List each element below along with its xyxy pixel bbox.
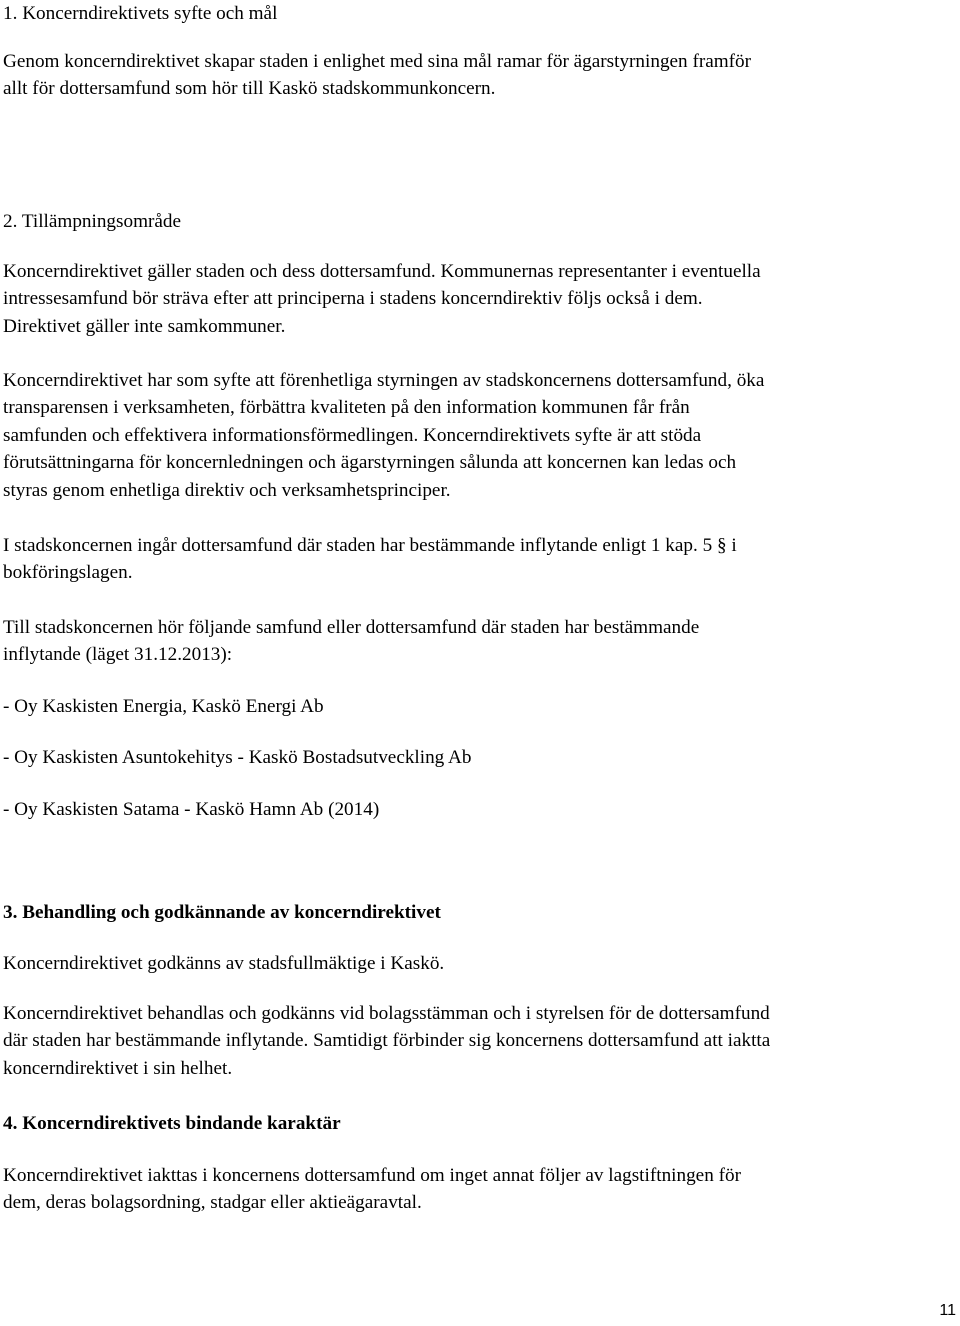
section-2-heading: 2. Tillämpningsområde	[3, 211, 182, 232]
list-item: - Oy Kaskisten Satama - Kaskö Hamn Ab (2014)	[3, 799, 380, 820]
list-item: - Oy Kaskisten Asuntokehitys - Kaskö Bostadsutveckling Ab	[3, 747, 472, 768]
text-line: Genom koncerndirektivet skapar staden i enlighet med sina mål ramar för ägarstyrningen framför	[3, 51, 752, 72]
text-line: styras genom enhetliga direktiv och verksamhetsprinciper.	[3, 479, 451, 501]
document-page	[3, 0, 955, 1326]
text-line: transparensen i verksamheten, förbättra kvaliteten på den information kommunen får från	[3, 397, 690, 419]
section-2-paragraph-4	[3, 614, 955, 669]
text-line: dem, deras bolagsordning, stadgar eller aktieägaravtal.	[3, 1192, 422, 1214]
text-line: allt för dottersamfund som hör till Kaskö stadskommunkoncern.	[3, 78, 496, 100]
text-line: inflytande (läget 31.12.2013):	[3, 644, 233, 666]
text-line: Koncerndirektivet iakttas i koncernens dottersamfund om inget annat följer av lagstiftningen för	[3, 1165, 741, 1186]
section-4-heading: 4. Koncerndirektivets bindande karaktär	[3, 1113, 341, 1134]
text-line: Koncerndirektivet behandlas och godkänns vid bolagsstämman och i styrelsen för de dottersamfund	[3, 1003, 770, 1024]
section-1-heading: 1. Koncerndirektivets syfte och mål	[3, 3, 278, 24]
text-line: intressesamfund bör sträva efter att principerna i stadens koncerndirektiv följs också i dem.	[3, 288, 703, 310]
section-2-paragraph-1	[3, 258, 955, 340]
page-number: 11	[939, 1302, 956, 1319]
text-line: I stadskoncernen ingår dottersamfund där staden har bestämmande inflytande enligt 1 kap. 5 § i	[3, 535, 737, 556]
section-3-paragraph-2	[3, 1000, 955, 1082]
text-line: koncerndirektivet i sin helhet.	[3, 1057, 233, 1079]
section-4-paragraph-1	[3, 1162, 955, 1217]
text-line: Koncerndirektivet har som syfte att förenhetliga styrningen av stadskoncernens dottersamfund, öka	[3, 370, 765, 391]
text-line: där staden har bestämmande inflytande. Samtidigt förbinder sig koncernens dottersamfund att iaktta	[3, 1030, 771, 1052]
section-2-paragraph-2	[3, 367, 955, 504]
text-line: Koncerndirektivet godkänns av stadsfullmäktige i Kaskö.	[3, 953, 445, 974]
section-3-paragraph-1	[3, 950, 955, 977]
text-line: förutsättningarna för koncernledningen och ägarstyrningen sålunda att koncernen kan ledas och	[3, 452, 737, 474]
list-item: - Oy Kaskisten Energia, Kaskö Energi Ab	[3, 696, 324, 717]
section-2-paragraph-3	[3, 532, 955, 587]
section-3-heading: 3. Behandling och godkännande av koncerndirektivet	[3, 902, 441, 923]
text-line: samfunden och effektivera informationsförmedlingen. Koncerndirektivets syfte är att stöda	[3, 424, 702, 446]
text-line: Direktivet gäller inte samkommuner.	[3, 315, 286, 337]
text-line: Till stadskoncernen hör följande samfund eller dottersamfund där staden har bestämmande	[3, 617, 700, 638]
text-line: Koncerndirektivet gäller staden och dess dottersamfund. Kommunernas representanter i eventuella	[3, 261, 761, 282]
text-line: bokföringslagen.	[3, 562, 133, 584]
section-1-paragraph	[3, 48, 955, 103]
